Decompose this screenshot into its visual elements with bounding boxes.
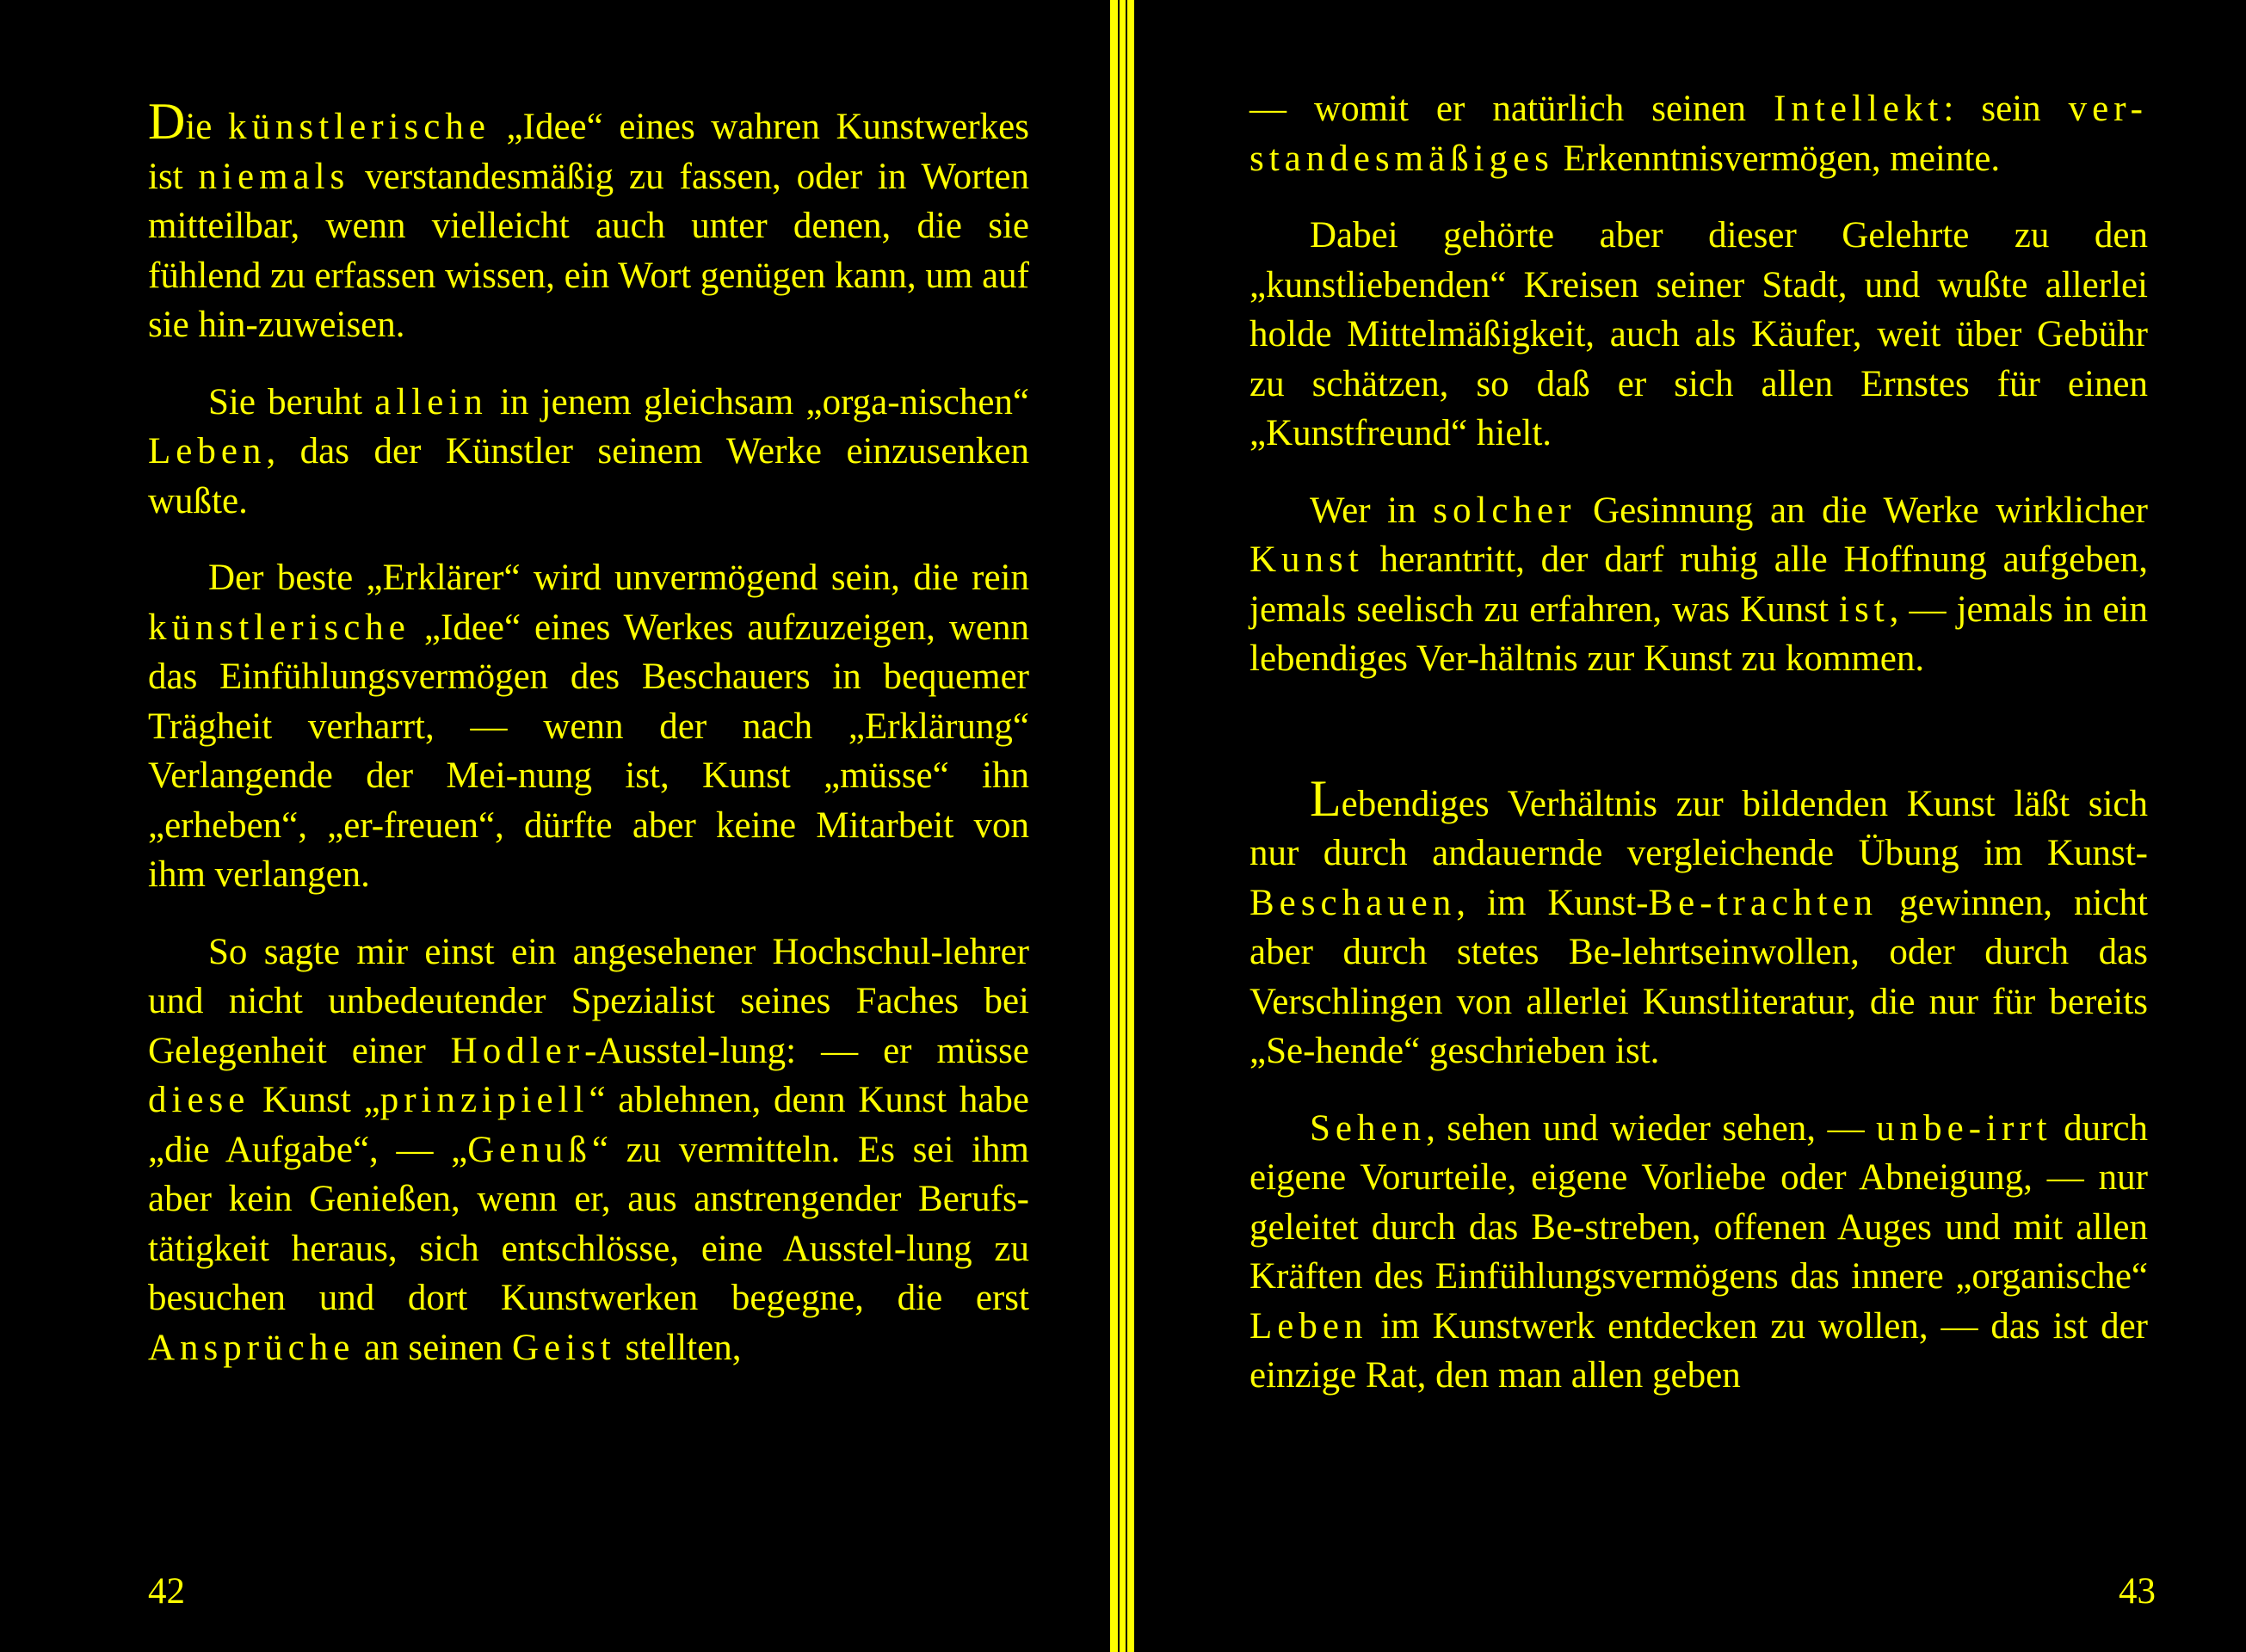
drop-cap: D (148, 93, 186, 150)
spaced-text: allein (374, 381, 488, 422)
text-span: in jenem gleichsam „orga-nischen“ (487, 381, 1029, 422)
paragraph (1249, 486, 2148, 684)
paragraph (1249, 769, 2148, 1076)
paragraph (148, 928, 1029, 1373)
page-number: 43 (2119, 1571, 2156, 1612)
paragraph (148, 378, 1029, 527)
spaced-text: Leben (1249, 1305, 1368, 1347)
text-span: „Idee“ eines Werkes aufzuzeigen, wenn das Einfühlungsvermögen des Beschauers in bequemer Trägheit verharrt, — wenn der nach „Erklärung“ Verlangende der Mei-nung ist, Kunst „müsse“ ihn „erheben“, „er-freuen“, dürfte aber keine Mitarbeit von ihm verlangen. (148, 607, 1029, 895)
spaced-text: prinzipiell (379, 1080, 589, 1120)
text-span: Dabei gehörte aber dieser Gelehrte zu den „kunstliebenden“ Kreisen seiner Stadt, und wußte allerlei holde Mittelmäßigkeit, auch als Käufer, weit über Gebühr zu schätzen, so daß er sich allen Ernstes für einen „Kunstfreund“ hielt. (1249, 215, 2148, 453)
spaced-text: Intellekt (1774, 89, 1944, 129)
spaced-text: ver-standesmäßiges (1249, 89, 2149, 179)
text-span: ie (185, 107, 229, 147)
spaced-text: Beschauen (1249, 882, 1457, 923)
text-span: „Idee“ eines wahren Kunstwerkes ist (148, 107, 1029, 197)
spaced-text: künstlerische (228, 107, 491, 147)
text-span: So sagte mir einst ein angesehener Hochschul-lehrer und nicht unbedeutender Spezialist seines Faches bei Gelegenheit einer (148, 931, 1029, 1071)
spaced-text: solcher (1433, 490, 1577, 531)
text-span: Gesinnung an die Werke wirklicher (1576, 490, 2148, 531)
spaced-text: Hodler (450, 1030, 585, 1071)
spaced-text: Ansprüche (148, 1327, 355, 1368)
spaced-text: unbe-irrt (1876, 1107, 2052, 1149)
text-span: , das der Künstler seinem Werke einzusenken wußte. (148, 431, 1029, 521)
text-span: herantritt, der darf ruhig alle Hoffnung aufgeben, jemals seelisch zu erfahren, was Kunst (1249, 539, 2148, 630)
page-number: 42 (148, 1571, 185, 1612)
text-span: “ zu vermitteln. Es sei ihm aber kein Genießen, wenn er, aus anstrengender Berufs-tätigkeit heraus, sich entschlösse, eine Ausstel-lung zu besuchen und dort Kunstwerken begegne, die erst (148, 1129, 1029, 1318)
text-span: Sie beruht (208, 381, 375, 422)
text-span: im Kunstwerk entdecken zu wollen, — das ist der einzige Rat, den man allen geben (1249, 1305, 2148, 1396)
spaced-text: niemals (198, 156, 350, 197)
spaced-text: Kunst (1249, 539, 1364, 580)
left-page (0, 0, 1110, 1652)
text-span: , — jemals in ein lebendiges Ver-hältnis zur Kunst zu kommen. (1249, 589, 2148, 679)
text-span: Kunst „ (250, 1080, 380, 1120)
text-span: durch eigene Vorurteile, eigene Vorliebe oder Abneigung, — nur geleitet durch das Be-streben, offenen Auges und mit allen Kräften des Einfühlungsvermögens das innere „organische“ (1249, 1107, 2148, 1297)
paragraph (1249, 84, 2148, 183)
text-span: verstandesmäßig zu fassen, oder in Worten mitteilbar, wenn vielleicht auch unter denen, die sie fühlend zu erfassen wissen, ein Wort genügen kann, um auf sie hin-zuweisen. (148, 156, 1029, 345)
text-span: -Ausstel-lung: — er müsse (584, 1030, 1029, 1071)
text-span: , im Kunst- (1456, 882, 1649, 923)
paragraph (1249, 211, 2148, 459)
text-span: Der beste „Erklärer“ wird unvermögend sein, die rein (208, 558, 1029, 598)
text-span: Wer in (1310, 490, 1434, 531)
drop-cap: L (1310, 769, 1342, 827)
text-span: ebendiges Verhältnis zur bildenden Kunst läßt sich nur durch andauernde vergleichende Übung im Kunst- (1249, 783, 2148, 873)
spaced-text: Leben (148, 431, 267, 472)
spaced-text: Sehen (1310, 1107, 1427, 1149)
paragraph (1249, 1104, 2148, 1401)
book-gutter (1110, 0, 1134, 1652)
text-span: Erkenntnisvermögen, meinte. (1553, 138, 2001, 179)
spaced-text: ist (1839, 589, 1890, 630)
gutter-line (1118, 0, 1120, 1652)
paragraph (148, 93, 1029, 350)
text-span: an seinen (355, 1327, 512, 1368)
spaced-text: künstlerische (148, 607, 410, 648)
text-span: , sehen und wieder sehen, — (1426, 1107, 1877, 1149)
text-span: : sein (1943, 89, 2069, 129)
text-span: stellten, (615, 1327, 742, 1368)
right-page (1134, 0, 2246, 1652)
text-span: — womit er natürlich seinen (1249, 89, 1774, 129)
left-page-text (148, 93, 1029, 1372)
spaced-text: Genuß (467, 1129, 592, 1170)
gutter-line (1126, 0, 1127, 1652)
spaced-text: Geist (511, 1327, 616, 1368)
paragraph (148, 553, 1029, 900)
spaced-text: diese (148, 1080, 250, 1120)
right-page-text (1249, 84, 2148, 1401)
spaced-text: Be-trachten (1648, 882, 1879, 923)
text-span: “ ablehnen, denn Kunst habe „die Aufgabe“, — „ (148, 1080, 1029, 1170)
text-span: gewinnen, nicht aber durch stetes Be-lehrtseinwollen, oder durch das Verschlingen von allerlei Kunstliteratur, die nur für bereits „Se-hende“ geschrieben ist. (1249, 882, 2148, 1071)
